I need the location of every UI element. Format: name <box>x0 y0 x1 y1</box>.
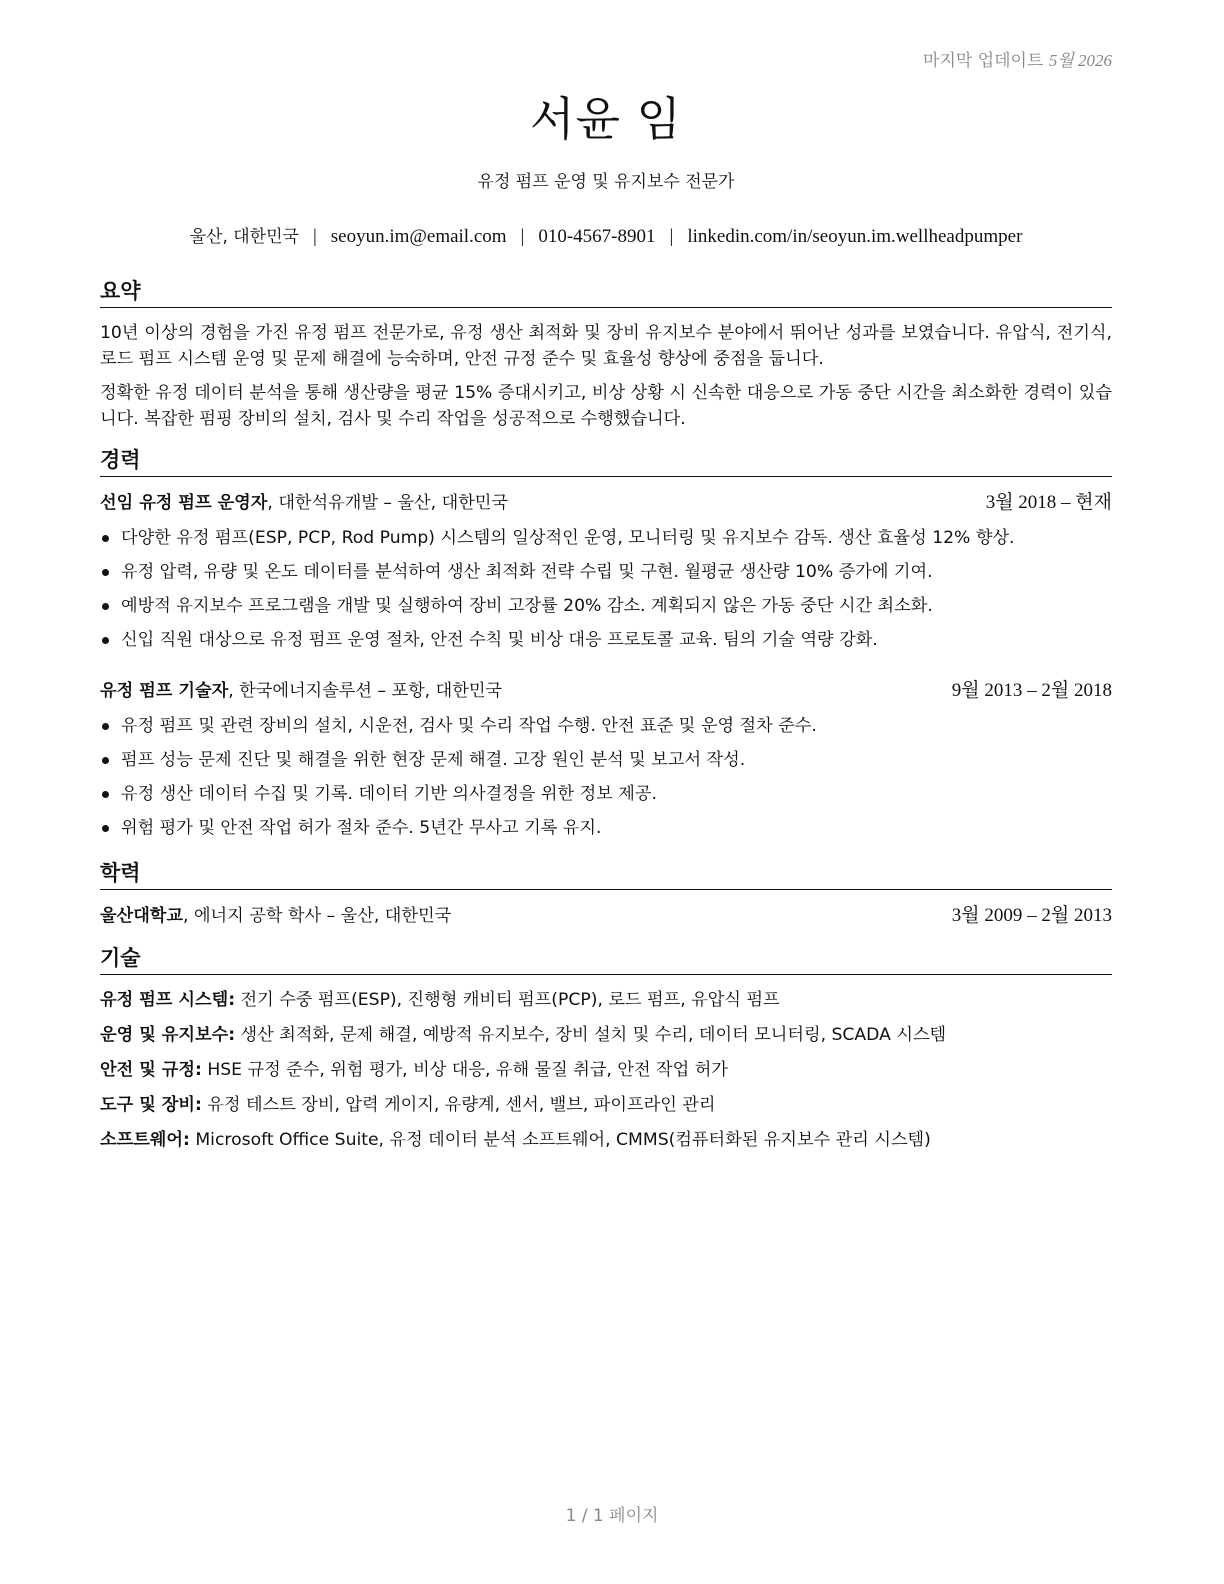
job-header <box>100 677 1112 705</box>
job-role: 유정 펌프 기술자 <box>100 681 229 701</box>
candidate-title: 유정 펌프 운영 및 유지보수 전문가 <box>477 172 735 192</box>
skill-value: 전기 수중 펌프(ESP), 진행형 캐비티 펌프(PCP), 로드 펌프, 유압식 펌프 <box>235 990 780 1010</box>
skill-value: HSE 규정 준수, 위험 평가, 비상 대응, 유해 물질 취급, 안전 작업 허가 <box>201 1060 728 1080</box>
education-dates: 3월 2009 – 2월 2013 <box>951 905 1112 926</box>
job-bullet: 유정 펌프 및 관련 장비의 설치, 시운전, 검사 및 수리 작업 수행. 안전 표준 및 운영 절차 준수. <box>100 709 1112 743</box>
job-dates: 9월 2013 – 2월 2018 <box>951 680 1112 701</box>
contact-phone: 010-4567-8901 <box>538 226 656 247</box>
skill-value: Microsoft Office Suite, 유정 데이터 분석 소프트웨어, CMMS(컴퓨터화된 유지보수 관리 시스템) <box>189 1130 931 1150</box>
job-title-line <box>100 489 508 517</box>
job-bullet: 유정 생산 데이터 수집 및 기록. 데이터 기반 의사결정을 위한 정보 제공. <box>100 777 1112 811</box>
contact-separator: | <box>669 226 674 247</box>
job-role: 선임 유정 펌프 운영자 <box>100 493 268 513</box>
contact-location: 울산, 대한민국 <box>189 227 299 247</box>
contact-separator: | <box>520 226 525 247</box>
experience-heading: 경력 <box>100 446 1112 477</box>
job-bullets <box>100 709 1112 845</box>
job-bullet: 유정 압력, 유량 및 온도 데이터를 분석하여 생산 최적화 전략 수립 및 구현. 월평균 생산량 10% 증가에 기여. <box>100 555 1112 589</box>
skill-label: 소프트웨어: <box>100 1130 190 1150</box>
job-bullets <box>100 521 1112 657</box>
resume-content <box>100 82 1112 1158</box>
education-heading: 학력 <box>100 859 1112 890</box>
job-title-line <box>100 677 502 705</box>
skill-value: 생산 최적화, 문제 해결, 예방적 유지보수, 장비 설치 및 수리, 데이터 모니터링, SCADA 시스템 <box>235 1025 947 1045</box>
last-updated-label: 마지막 업데이트 <box>923 51 1044 71</box>
skill-row <box>100 1018 1112 1053</box>
skill-label: 유정 펌프 시스템: <box>100 990 236 1010</box>
education-school: 울산대학교 <box>100 906 184 926</box>
education-row <box>100 902 1112 930</box>
job-bullet: 다양한 유정 펌프(ESP, PCP, Rod Pump) 시스템의 일상적인 운영, 모니터링 및 유지보수 감독. 생산 효율성 12% 향상. <box>100 521 1112 555</box>
job-org: , 한국에너지솔루션 – 포항, 대한민국 <box>228 681 503 701</box>
job-header <box>100 489 1112 517</box>
last-updated <box>923 46 1112 71</box>
education-title-line <box>100 902 451 930</box>
job-org: , 대한석유개발 – 울산, 대한민국 <box>267 493 509 513</box>
contact-separator: | <box>312 226 317 247</box>
contact-linkedin[interactable]: linkedin.com/in/seoyun.im.wellheadpumper <box>687 226 1023 247</box>
contact-email[interactable]: seoyun.im@email.com <box>330 226 507 247</box>
skill-value: 유정 테스트 장비, 압력 게이지, 유량계, 센서, 밸브, 파이프라인 관리 <box>201 1095 716 1115</box>
skill-label: 운영 및 유지보수: <box>100 1025 236 1045</box>
skill-row <box>100 1088 1112 1123</box>
job-bullet: 위험 평가 및 안전 작업 허가 절차 준수. 5년간 무사고 기록 유지. <box>100 811 1112 845</box>
page-indicator: 1 / 1 페이지 <box>565 1506 659 1526</box>
skills-heading: 기술 <box>100 944 1112 975</box>
skill-row <box>100 1123 1112 1158</box>
job-bullet: 신입 직원 대상으로 유정 펌프 운영 절차, 안전 수칙 및 비상 대응 프로토콜 교육. 팀의 기술 역량 강화. <box>100 623 1112 657</box>
summary-paragraph: 10년 이상의 경험을 가진 유정 펌프 전문가로, 유정 생산 최적화 및 장비 유지보수 분야에서 뛰어난 성과를 보였습니다. 유압식, 전기식, 로드 펌프 시스템 운영 및 문제 해결에 능숙하며, 안전 규정 준수 및 효율성 향상에 중점을 둡니다. <box>100 323 1112 369</box>
summary-heading: 요약 <box>100 277 1112 308</box>
skill-row <box>100 1053 1112 1088</box>
skill-label: 도구 및 장비: <box>100 1095 202 1115</box>
summary-paragraph: 정확한 유정 데이터 분석을 통해 생산량을 평균 15% 증대시키고, 비상 상황 시 신속한 대응으로 가동 중단 시간을 최소화한 경력이 있습니다. 복잡한 펌핑 장비의 설치, 검사 및 수리 작업을 성공적으로 수행했습니다. <box>100 383 1112 429</box>
skill-row <box>100 983 1112 1018</box>
candidate-name: 서윤 임 <box>530 92 682 146</box>
job-dates: 3월 2018 – 현재 <box>985 492 1112 513</box>
last-updated-date: 5월 2026 <box>1048 51 1112 70</box>
job-bullet: 예방적 유지보수 프로그램을 개발 및 실행하여 장비 고장률 20% 감소. 계획되지 않은 가동 중단 시간 최소화. <box>100 589 1112 623</box>
skills-list <box>100 983 1112 1158</box>
skill-label: 안전 및 규정: <box>100 1060 202 1080</box>
contact-line <box>100 224 1112 250</box>
education-detail: , 에너지 공학 학사 – 울산, 대한민국 <box>183 906 452 926</box>
job-bullet: 펌프 성능 문제 진단 및 해결을 위한 현장 문제 해결. 고장 원인 분석 및 보고서 작성. <box>100 743 1112 777</box>
